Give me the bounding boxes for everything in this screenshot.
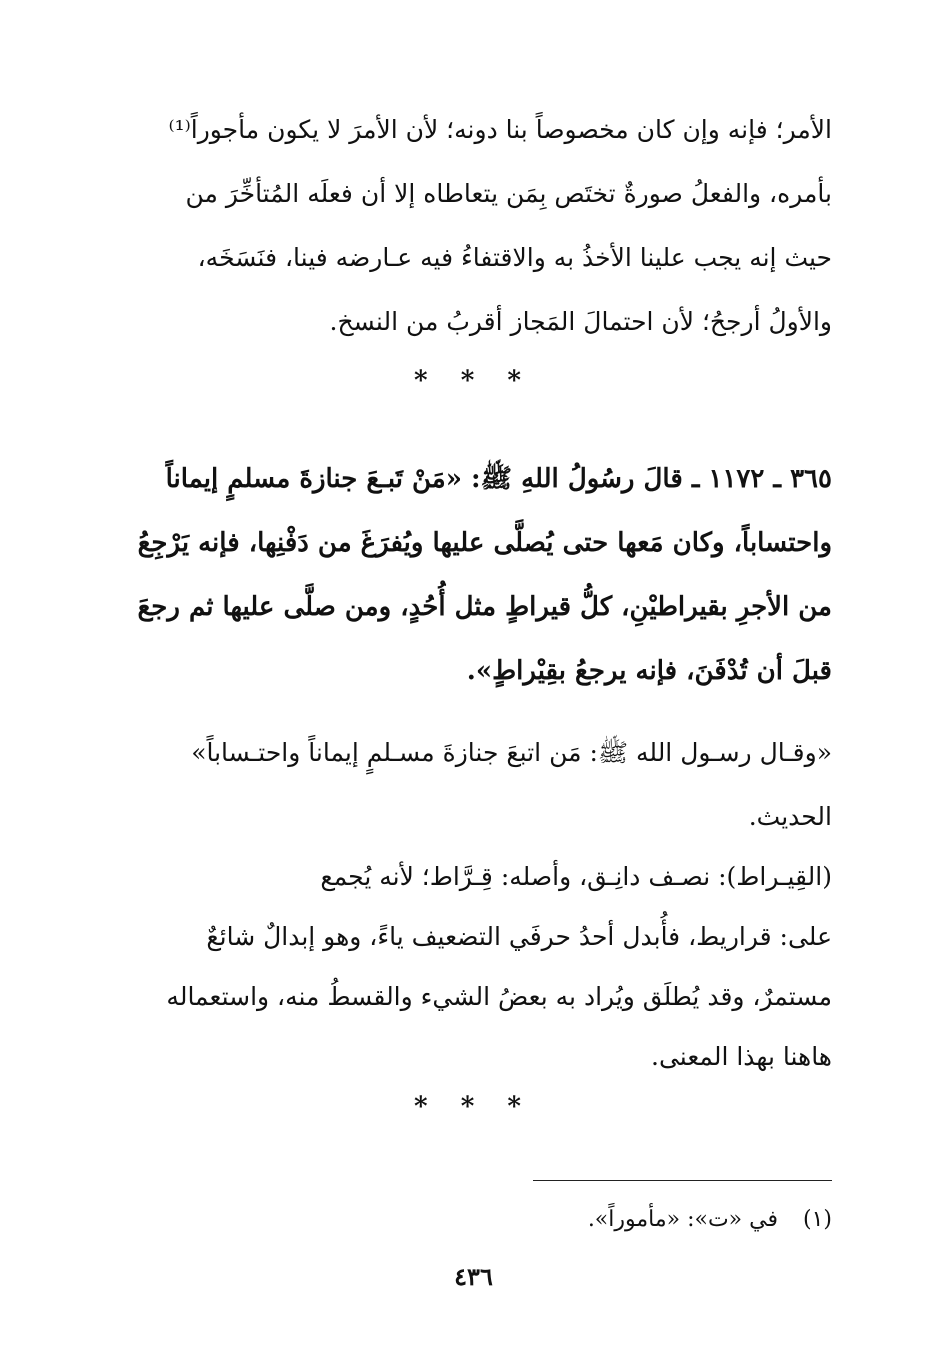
footnote (300, 1200, 832, 1240)
page-number: ٤٣٦ (454, 1262, 493, 1291)
footnote-divider (533, 1180, 832, 1181)
hadith-paragraph (118, 447, 832, 703)
text-line: بأمره، والفعلُ صورةٌ تختَص بِمَن يتعاطاه إلا أن فعلَه المُتأخِّرَ من (185, 179, 832, 208)
text-line: على: قراريط، فأُبدل أحدُ حرفَي التضعيف ياءً، وهو إبدالٌ شائعٌ (206, 922, 832, 951)
section-separator: * * * (414, 1092, 533, 1122)
section-separator: * * * (414, 366, 533, 396)
text-line: مستمرٌ، وقد يُطلَق ويُراد به بعضُ الشيء والقسطُ منه، واستعماله (166, 982, 832, 1011)
footnote-number: (١) (802, 1207, 832, 1232)
text-line: «وقـال رسـول الله ﷺ: مَن اتبعَ جنازةَ مسـلمٍ إيماناً واحتـساباً» (191, 738, 832, 767)
text-line: من الأجرِ بقيراطيْنِ، كلُّ قيراطٍ مثل أُحُدٍ، ومن صلَّى عليها ثم رجعَ (137, 592, 832, 622)
text-line: ٣٦٥ ـ ١١٧٢ ـ قالَ رسُولُ اللهِ ﷺ: «مَنْ تَبـعَ جنازةَ مسلمٍ إيماناً (165, 464, 832, 494)
text-line: قبلَ أن تُدْفَنَ، فإنه يرجعُ بقِيْراطٍ». (466, 656, 832, 686)
footnote-text: في «ت»: «مأموراً». (587, 1207, 778, 1232)
narration-paragraph (118, 721, 832, 849)
text-line: (القِيـراط): نصـف دانِـق، وأصله: قِـرَّاط؛ لأنه يُجمع (320, 862, 832, 891)
commentary-paragraph (118, 98, 832, 354)
text-line: حيث إنه يجب علينا الأخذُ به والاقتفاءُ فيه عـارضه فينا، فنَسَخَه، (197, 243, 832, 272)
text-line: الأمر؛ فإنه وإن كان مخصوصاً بنا دونه؛ لأن الأمرَ لا يكون مأجوراً⁽¹⁾ (168, 115, 832, 144)
text-line: والأولُ أرجحُ؛ لأن احتمالَ المَجاز أقربُ من النسخ. (329, 307, 832, 336)
text-line: هاهنا بهذا المعنى. (651, 1042, 832, 1071)
definition-paragraph (118, 847, 832, 1087)
text-line: الحديث. (748, 802, 832, 831)
text-line: واحتساباً، وكان مَعها حتى يُصلَّى عليها ويُفرَغَ من دَفْنِها، فإنه يَرْجِعُ (137, 528, 832, 558)
